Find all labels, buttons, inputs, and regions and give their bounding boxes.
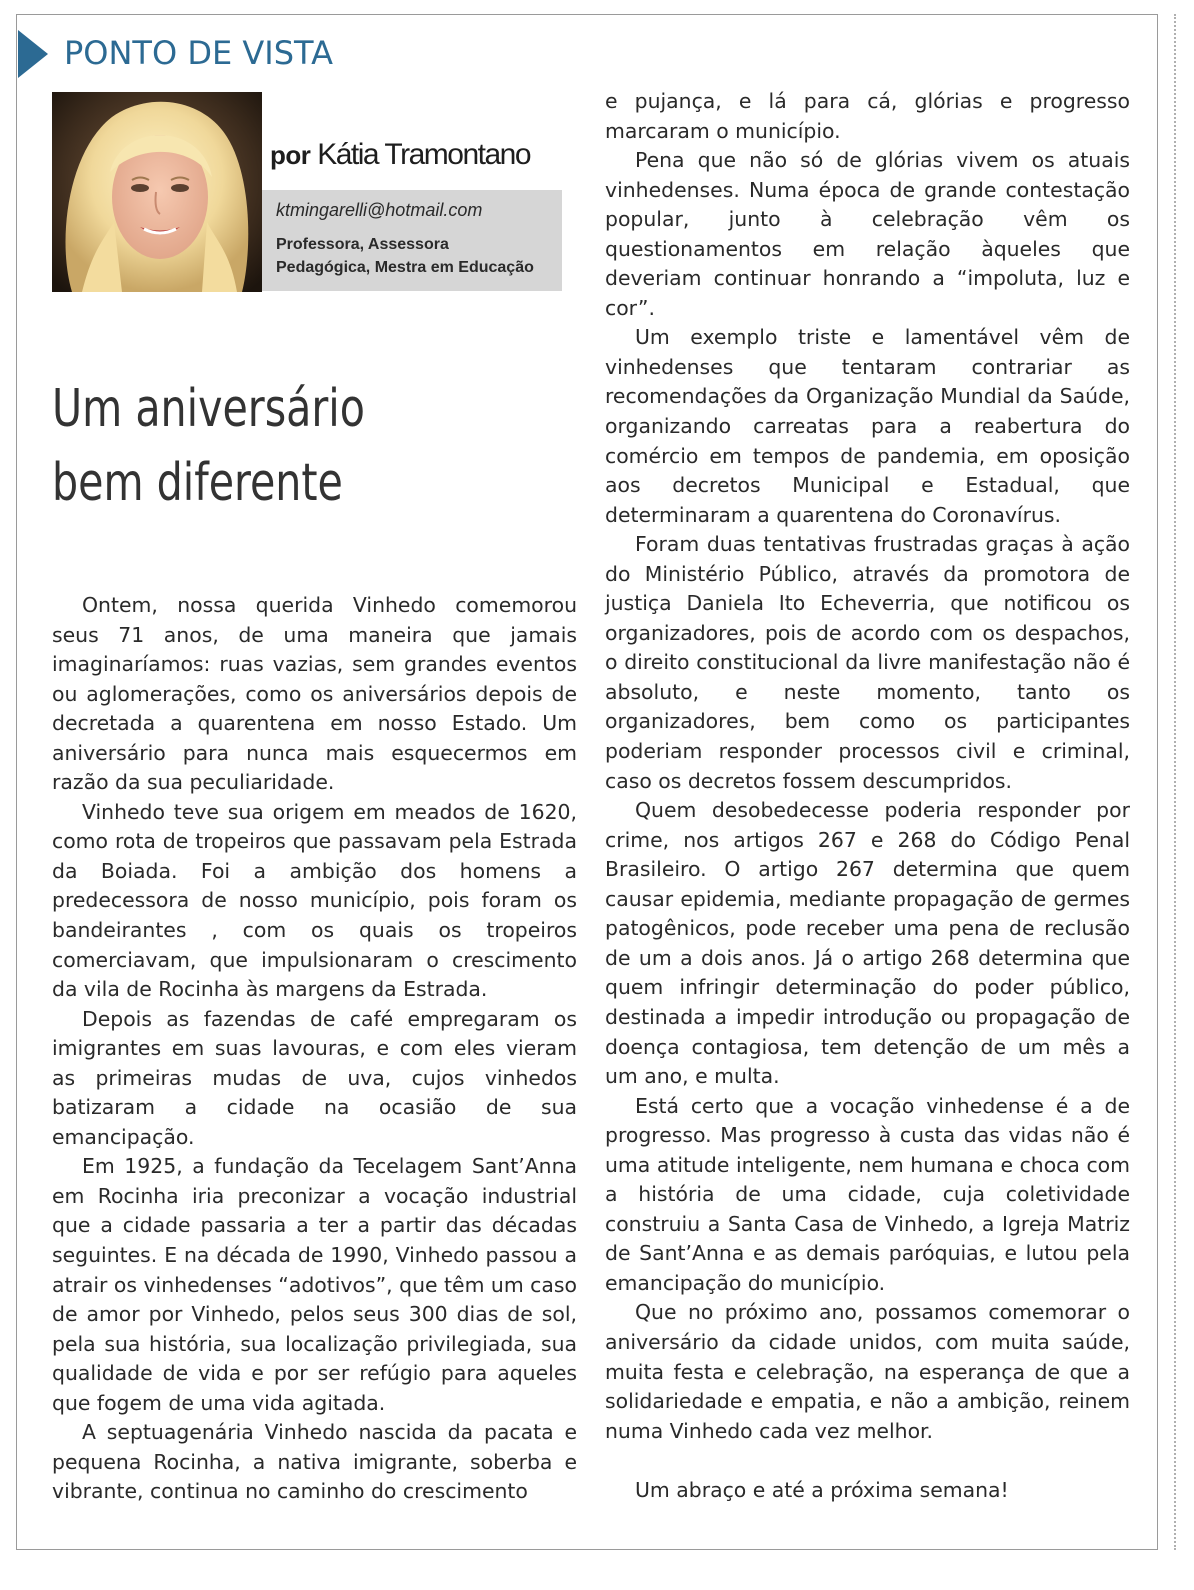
paragraph: Quem desobedecesse poderia responder por crime, nos artigos 267 e 268 do Código Penal Brasileiro. O artigo 267 determina que quem causar epidemia, mediante propagação de germes patogênicos, pode receber uma pena de reclusão de um a dois anos. Já o artigo 268 determina que quem infringir determinação do poder público, destinada a impedir introdução ou propagação de doença contagiosa, tem detenção de um mês a um ano, e multa. (605, 798, 1130, 1089)
paragraph: Depois as fazendas de café empregaram os imigrantes em suas lavouras, e com eles vieram as primeiras mudas de uva, cujos vinhedos batizaram a cidade na ocasião de sua emancipação. (52, 1006, 577, 1149)
paragraph-continuation: e pujança, e lá para cá, glórias e progresso marcaram o município. (605, 89, 1130, 143)
article-column-right (605, 87, 1130, 1505)
author-email: ktmingarelli@hotmail.com (276, 200, 483, 220)
paragraph: Vinhedo teve sua origem em meados de 1620, como rota de tropeiros que passavam pela Estrada da Boiada. Foi a ambição dos homens a predecessora de nosso município, pois foram os bandeirantes , com os quais os tropeiros comerciavam, que impulsionaram o crescimento da vila de Rocinha às margens da Estrada. (52, 799, 577, 1002)
paragraph: Um exemplo triste e lamentável vêm de vinhedenses que tentaram contrariar as recomendações da Organização Mundial da Saúde, organizando carreatas para a reabertura do comércio em tempos de pandemia, em oposição aos decretos Municipal e Estadual, que determinaram a quarentena do Coronavírus. (605, 325, 1130, 527)
paragraph: Que no próximo ano, possamos comemorar o aniversário da cidade unidos, com muita saúde, muita festa e celebração, na esperança de que a solidariedade e empatia, e não a ambição, reinem numa Vinhedo cada vez melhor. (605, 1300, 1130, 1443)
headline-line1: Um aniversário (52, 379, 365, 439)
headline-line2: bem diferente (52, 453, 343, 513)
author-role-line2: Pedagógica, Mestra em Educação (276, 259, 534, 276)
paragraph: Ontem, nossa querida Vinhedo comemorou seus 71 anos, de uma maneira que jamais imaginaríamos: ruas vazias, sem grandes eventos ou aglomerações, como os aniversários depois de decretada a quarentena em nosso Estado. Um aniversário para nunca mais esquecermos em razão da sua peculiaridade. (52, 593, 577, 795)
closing-line: Um abraço e até a próxima semana! (635, 1477, 1009, 1502)
paragraph: A septuagenária Vinhedo nascida da pacata e pequena Rocinha, a nativa imigrante, soberba e vibrante, continua no caminho do crescimento (52, 1420, 577, 1504)
paragraph: Em 1925, a fundação da Tecelagem Sant’Anna em Rocinha iria preconizar a vocação industrial que a cidade passaria a ter a partir das décadas seguintes. E na década de 1990, Vinhedo passou a atrair os vinhedenses “adotivos”, que têm um caso de amor por Vinhedo, pelos seus 300 dias de sol, pela sua história, sua localização privilegiada, sua qualidade de vida e por ser refúgio para aqueles que fogem de uma vida agitada. (52, 1154, 577, 1415)
author-photo (52, 92, 262, 292)
paragraph: Foram duas tentativas frustradas graças à ação do Ministério Público, através da promotora de justiça Daniela Ito Echeverria, que notificou os organizadores, pois de acordo com os despachos, o direito constitucional da livre manifestação não é absoluto, e neste momento, tanto os organizadores, bem como os participantes poderiam responder processos civil e criminal, caso os decretos fossem descumpridos. (605, 532, 1130, 793)
author-info-box (262, 190, 562, 291)
headline (52, 372, 492, 520)
author-role-line1: Professora, Assessora (276, 236, 449, 253)
article-column-left (52, 591, 577, 1507)
paragraph: Está certo que a vocação vinhedense é a de progresso. Mas progresso à custa das vidas não é uma atitude inteligente, nem humana e choca com a história de uma cidade, cuja coletividade construiu a Santa Casa de Vinhedo, a Igreja Matriz de Sant’Anna e as demais paróquias, e lutou pela emancipação do município. (605, 1093, 1130, 1295)
page-edge-rule (1174, 14, 1176, 1550)
section-label: PONTO DE VISTA (64, 34, 333, 72)
paragraph: Pena que não só de glórias vivem os atuais vinhedenses. Numa época de grande contestação popular, junto à celebração vêm os questionamentos em relação àqueles que deveriam continuar honrando a “impoluta, luz e cor”. (605, 148, 1130, 320)
section-arrow-icon (18, 30, 48, 78)
author-name: Kátia Tramontano (317, 138, 531, 171)
author-byline (270, 138, 530, 172)
author-prefix: por (270, 140, 311, 170)
